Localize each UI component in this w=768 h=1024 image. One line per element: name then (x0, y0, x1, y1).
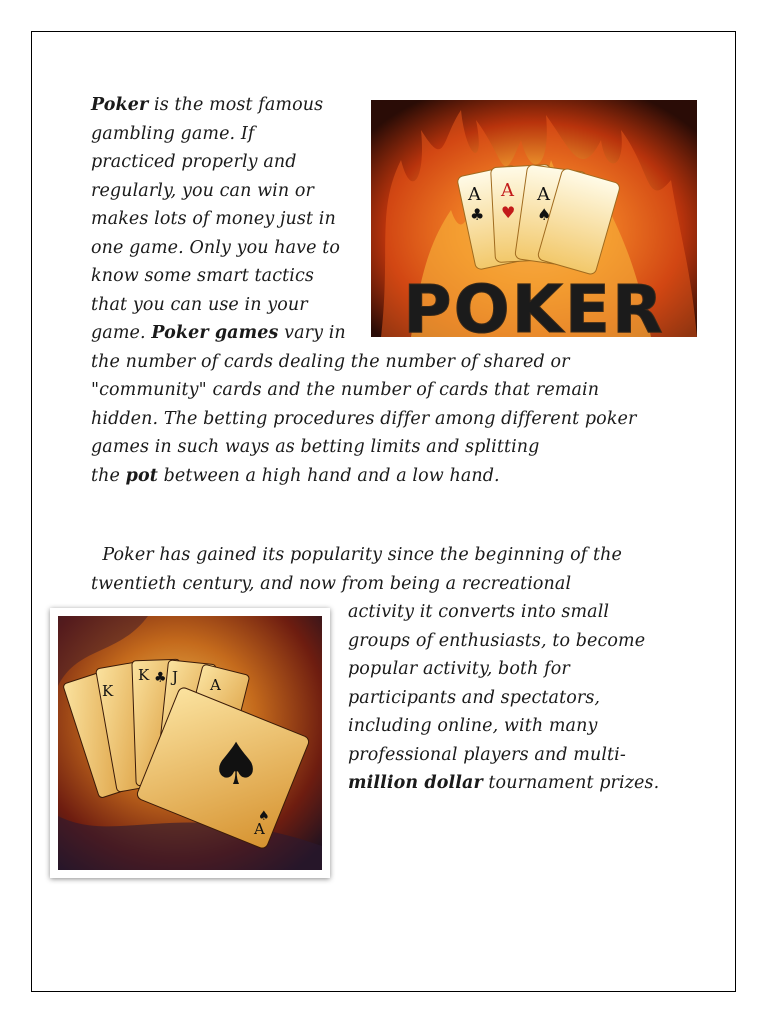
text-line: activity it converts into small (348, 602, 610, 622)
text-line: including online, with many (348, 716, 598, 736)
text-line: the number of cards dealing the number of shared or (91, 351, 570, 372)
text-line: groups of enthusiasts, to become (348, 630, 646, 651)
royal-flush-image (58, 616, 322, 870)
card-suit-spade: ♠ (537, 205, 552, 224)
text-line: one game. Only you have to (91, 237, 341, 258)
text-line: practiced properly and (91, 152, 297, 172)
card-rank: A (501, 180, 514, 201)
poker-logo-text: POKER (403, 271, 665, 337)
text-line: professional players and multi- (348, 744, 626, 765)
card-rank: A (210, 676, 221, 694)
bold-term-poker: Poker (91, 95, 149, 115)
text-line: million dollar tournament prizes. (348, 773, 660, 793)
text-line: gambling game. If (91, 123, 255, 144)
bold-term-million-dollar: million dollar (348, 773, 483, 793)
card-rank: A (254, 820, 265, 838)
text-line: the pot between a high hand and a low hand. (91, 465, 500, 486)
card-suit-club: ♣ (154, 670, 167, 686)
text-line: regularly, you can win or (91, 180, 315, 201)
text-line: game. Poker games vary in (91, 323, 346, 343)
bold-term-poker-games: Poker games (151, 323, 279, 343)
text-line: "community" cards and the number of cards that remain (91, 380, 600, 400)
card-suit-heart: ♥ (501, 203, 516, 222)
card-suit-club: ♣ (470, 205, 485, 224)
card-rank: A (537, 184, 550, 205)
text-line: participants and spectators, (348, 687, 601, 708)
card-suit-spade: ♠ (258, 809, 270, 824)
text-line: know some smart tactics (91, 266, 314, 286)
poker-flame-graphic (371, 100, 697, 337)
card-rank: K (102, 682, 114, 700)
poker-flame-image (371, 100, 697, 337)
text-line: twentieth century, and now from being a recreational (91, 573, 572, 594)
text-line: makes lots of money just in (91, 209, 336, 229)
text-line: games in such ways as betting limits and splitting (91, 437, 540, 457)
royal-flush-image-frame (50, 608, 330, 878)
card-rank: K (138, 666, 150, 684)
text-line: Poker is the most famous (91, 95, 324, 115)
bold-term-pot: pot (125, 465, 158, 486)
ace-of-spades-suit: ♠ (210, 730, 262, 798)
text-line: Poker has gained its popularity since the beginning of the (91, 545, 622, 565)
text-line: that you can use in your (91, 294, 308, 315)
card-rank: J (172, 668, 179, 686)
card-rank: A (468, 184, 481, 205)
text-line: hidden. The betting procedures differ among different poker (91, 408, 637, 429)
text-line: popular activity, both for (348, 659, 570, 679)
royal-flush-graphic (58, 616, 322, 870)
